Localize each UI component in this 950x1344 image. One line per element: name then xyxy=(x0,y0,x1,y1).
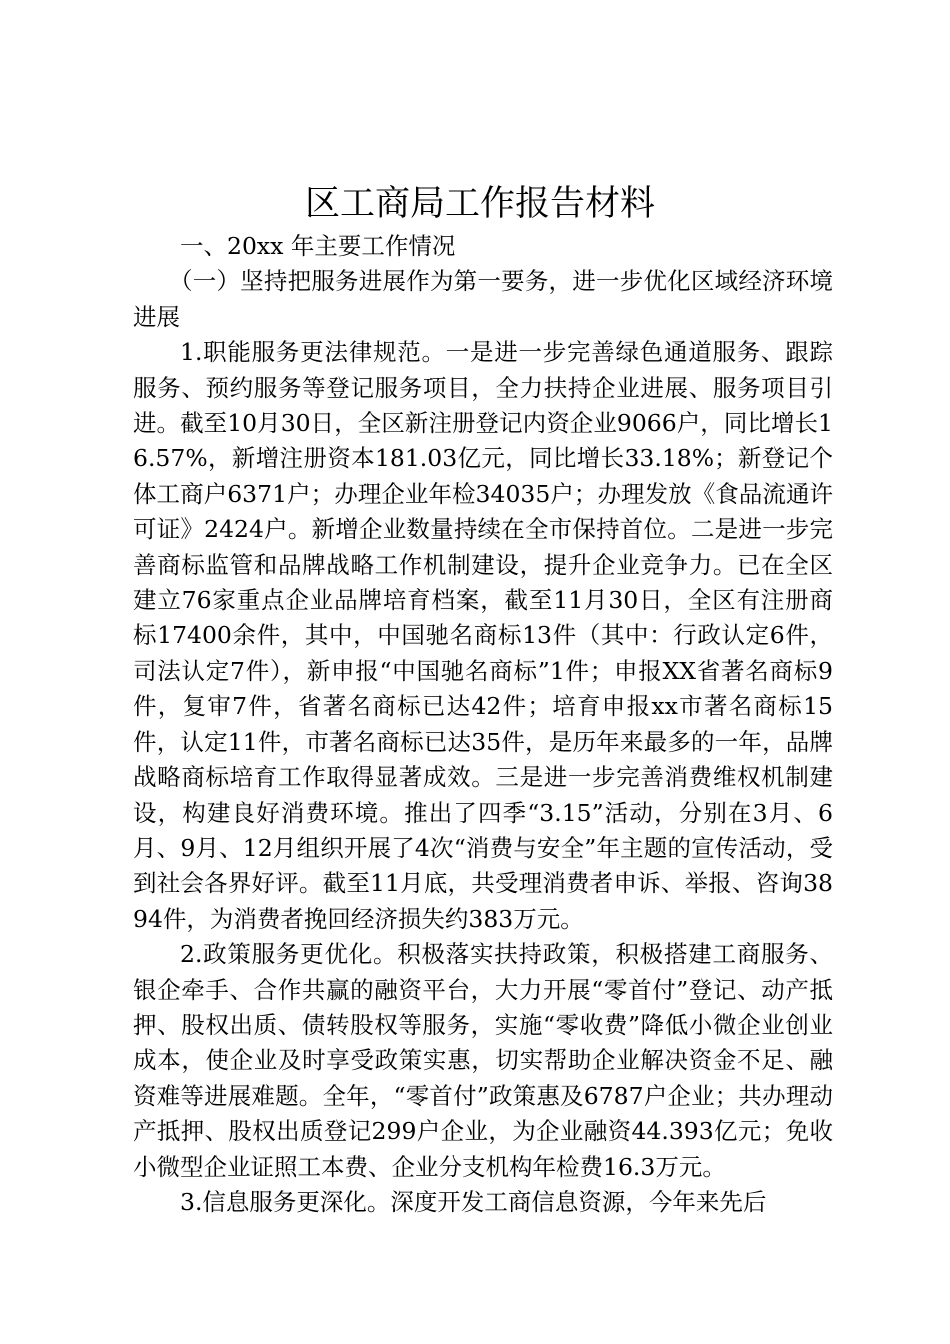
section-heading: 一、20xx 年主要工作情况 xyxy=(180,232,456,260)
document-body xyxy=(133,229,833,1220)
paragraph-3: 3.信息服务更深化。深度开发工商信息资源，今年来先后 xyxy=(180,1187,767,1216)
paragraph-2: 2.政策服务更优化。积极落实扶持政策，积极搭建工商服务、银企牵手、合作共赢的融资平台，大力开展“零首付”登记、动产抵押、股权出质、债转股权等服务，实施“零收费”降低小微企业创业成本，使企业及时享受政策实惠，切实帮助企业解决资金不足、融资难等进展难题。全年，“零首付”政策惠及6787户企业；共办理动产抵押、股权出质登记299户企业，为企业融资44.393亿元；免收小微型企业证照工本费、企业分支机构年检费16.3万元。 xyxy=(133,940,833,1181)
subsection-heading: （一）坚持把服务进展作为第一要务，进一步优化区域经济环境进展 xyxy=(133,267,833,331)
paragraph-1: 1.职能服务更法律规范。一是进一步完善绿色通道服务、跟踪服务、预约服务等登记服务项目，全力扶持企业进展、服务项目引进。截至10月30日，全区新注册登记内资企业9066户，同比增长16.57%，新增注册资本181.03亿元，同比增长33.18%；新登记个体工商户6371户；办理企业年检34035户；办理发放《食品流通许可证》2424户。新增企业数量持续在全市保持首位。二是进一步完善商标监管和品牌战略工作机制建设，提升企业竞争力。已在全区建立76家重点企业品牌培育档案，截至11月30日，全区有注册商标17400余件，其中，中国驰名商标13件（其中：行政认定6件，司法认定7件），新申报“中国驰名商标”1件；申报XX省著名商标9件，复审7件，省著名商标已达42件；培育申报xx市著名商标15件，认定11件，市著名商标已达35件，是历年来最多的一年，品牌战略商标培育工作取得显著成效。三是进一步完善消费维权机制建设，构建良好消费环境。推出了四季“3.15”活动，分别在3月、6月、9月、12月组织开展了4次“消费与安全”年主题的宣传活动，受到社会各界好评。截至11月底，共受理消费者申诉、举报、咨询3894件，为消费者挽回经济损失约383万元。 xyxy=(133,338,833,933)
document-title: 区工商局工作报告材料 xyxy=(304,184,655,224)
